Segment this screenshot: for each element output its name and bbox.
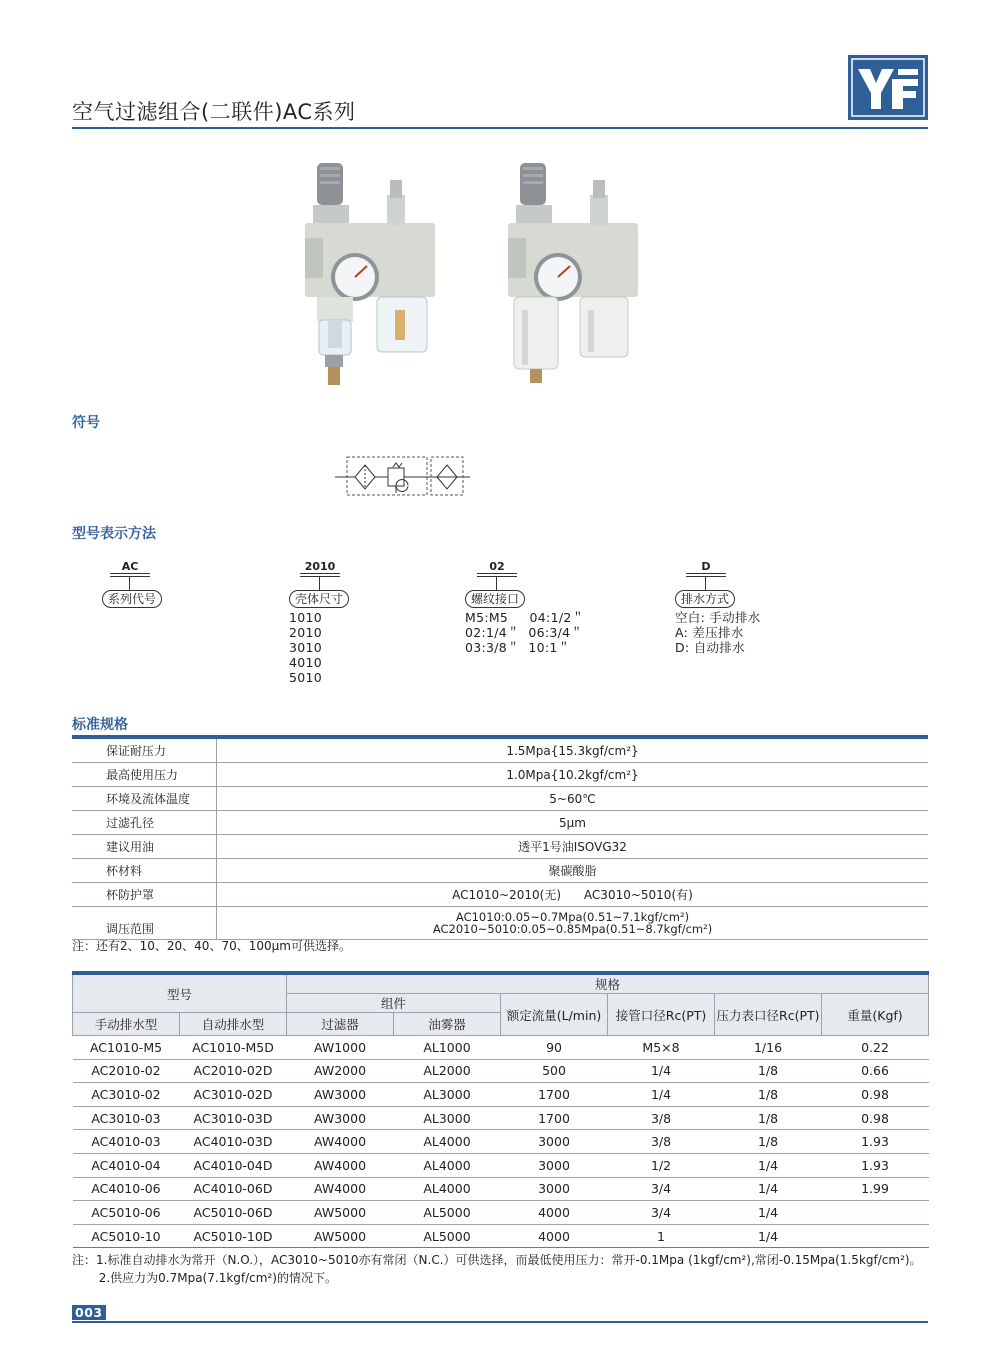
table-row: 杯材料 聚碳酸脂: [72, 859, 928, 883]
table-cell: 0.66: [822, 1059, 929, 1083]
table-row: 环境及流体温度 5~60℃: [72, 787, 928, 811]
table-row: [73, 1036, 929, 1060]
table-cell: 0.22: [822, 1036, 929, 1060]
table-row: 建议用油 透平1号油ISOVG32: [72, 835, 928, 859]
table-cell: AC5010-10D: [180, 1224, 287, 1248]
table-cell: AL5000: [394, 1201, 501, 1225]
table-cell: AC4010-03D: [180, 1130, 287, 1154]
table-cell: AC3010-02D: [180, 1083, 287, 1107]
table-cell: AC4010-03: [73, 1130, 180, 1154]
product-photo-clear-bowl: [295, 160, 445, 395]
header-lubricator: 油雾器: [394, 1013, 501, 1036]
header-model: 型号: [73, 973, 287, 1013]
table-cell: AL5000: [394, 1224, 501, 1248]
table-cell: AC3010-03D: [180, 1106, 287, 1130]
table-cell: 1: [608, 1224, 715, 1248]
table-cell: 1700: [501, 1106, 608, 1130]
code-label-drain: 排水方式: [675, 590, 735, 608]
table-cell: 4000: [501, 1201, 608, 1225]
spec-note: 注：还有2、10、20、40、70、100μm可供选择。: [72, 939, 351, 953]
table-cell: 1/4: [715, 1153, 822, 1177]
page-number: 003: [72, 1305, 106, 1320]
product-photo-metal-bowl: [500, 160, 650, 395]
table-cell: AW4000: [287, 1177, 394, 1201]
table-cell: [822, 1224, 929, 1248]
table-cell: AW2000: [287, 1059, 394, 1083]
table-cell: AL3000: [394, 1083, 501, 1107]
table-cell: AW1000: [287, 1036, 394, 1060]
table-cell: 3/4: [608, 1177, 715, 1201]
table-cell: AW4000: [287, 1130, 394, 1154]
model-spec-table: [72, 971, 929, 1248]
table-row: 杯防护罩 AC1010~2010(无) AC3010~5010(有): [72, 883, 928, 907]
table-cell: 1/4: [715, 1224, 822, 1248]
table-cell: AC2010-02D: [180, 1059, 287, 1083]
table-cell: AL3000: [394, 1106, 501, 1130]
table-row: [73, 1130, 929, 1154]
model-table-body: [73, 1036, 929, 1248]
table-cell: AC5010-06D: [180, 1201, 287, 1225]
header-weight: 重量(Kgf): [822, 994, 929, 1036]
table-cell: 500: [501, 1059, 608, 1083]
code-body-size: 2010: [304, 560, 336, 573]
table-cell: 0.98: [822, 1083, 929, 1107]
table-cell: 1/4: [608, 1059, 715, 1083]
model-table-note: 注：1.标准自动排水为常开（N.O.），AC3010~5010亦有常闭（N.C.）可供选择，而最低使用压力：常开-0.1Mpa (1kgf/cm²),常闭-0.15Mpa(1.5kgf/cm²)。 2.供应力为0.7Mpa(7.1kgf/cm²)的情况下。: [72, 1253, 922, 1285]
code-drain: D: [701, 560, 711, 573]
model-code-port: [465, 560, 585, 655]
header-auto: 自动排水型: [180, 1013, 287, 1036]
table-cell: AL2000: [394, 1059, 501, 1083]
code-series: AC: [121, 560, 139, 573]
table-row: 过滤孔径 5μm: [72, 811, 928, 835]
header-gauge: 压力表口径Rc(PT): [715, 994, 822, 1036]
table-cell: AW4000: [287, 1153, 394, 1177]
code-label-series: 系列代号: [102, 590, 162, 608]
pneumatic-symbol-diagram: [335, 455, 470, 500]
table-row: 调压范围 AC1010:0.05~0.7Mpa(0.51~7.1kgf/cm²) AC2010~5010:0.05~0.85Mpa(0.51~8.7kgf/cm²): [72, 907, 928, 940]
table-cell: 1/8: [715, 1106, 822, 1130]
brand-logo: [848, 55, 928, 120]
footer-divider: [72, 1321, 928, 1323]
table-cell: AC4010-06D: [180, 1177, 287, 1201]
table-cell: 1/4: [608, 1083, 715, 1107]
model-code-drain: [675, 560, 761, 655]
pressure-range-line-2: AC2010~5010:0.05~0.85Mpa(0.51~8.7kgf/cm²): [432, 922, 713, 936]
table-cell: 3/8: [608, 1106, 715, 1130]
table-row: [73, 1106, 929, 1130]
table-cell: 1.93: [822, 1130, 929, 1154]
table-cell: AC1010-M5: [73, 1036, 180, 1060]
header-port: 接管口径Rc(PT): [608, 994, 715, 1036]
table-row: [73, 1177, 929, 1201]
table-cell: 3000: [501, 1177, 608, 1201]
model-code-series: [110, 560, 162, 608]
table-cell: AC1010-M5D: [180, 1036, 287, 1060]
table-cell: 1.93: [822, 1153, 929, 1177]
table-row: [73, 1153, 929, 1177]
table-cell: 3/8: [608, 1130, 715, 1154]
header-component: 组件: [287, 994, 501, 1013]
table-cell: 1.99: [822, 1177, 929, 1201]
table-cell: 1/4: [715, 1177, 822, 1201]
header-flow: 额定流量(L/min): [501, 994, 608, 1036]
table-row: [73, 1059, 929, 1083]
header-divider: [72, 127, 928, 129]
pressure-range-line-1: AC1010:0.05~0.7Mpa(0.51~7.1kgf/cm²): [455, 910, 690, 924]
table-cell: AC2010-02: [73, 1059, 180, 1083]
table-cell: AL4000: [394, 1153, 501, 1177]
code-options-drain: 空白: 手动排水 A: 差压排水 D: 自动排水: [675, 610, 761, 655]
table-cell: AL4000: [394, 1177, 501, 1201]
table-cell: M5×8: [608, 1036, 715, 1060]
section-heading-standard-specs: 标准规格: [72, 717, 128, 733]
model-code-body-size: [289, 560, 349, 685]
table-cell: 1700: [501, 1083, 608, 1107]
header-filter: 过滤器: [287, 1013, 394, 1036]
table-cell: AW3000: [287, 1083, 394, 1107]
table-cell: AC5010-06: [73, 1201, 180, 1225]
table-row: [73, 1083, 929, 1107]
table-cell: AC5010-10: [73, 1224, 180, 1248]
table-row: 保证耐压力 1.5Mpa{15.3kgf/cm²}: [72, 737, 928, 763]
table-cell: AW3000: [287, 1106, 394, 1130]
table-cell: AL4000: [394, 1130, 501, 1154]
page-title: 空气过滤组合(二联件)AC系列: [72, 100, 356, 124]
code-label-port: 螺纹接口: [465, 590, 525, 608]
table-cell: 3/4: [608, 1201, 715, 1225]
table-cell: AW5000: [287, 1224, 394, 1248]
standard-spec-table: [72, 735, 928, 940]
code-options-port: M5:M5 04:1/2＂ 02:1/4＂ 06:3/4＂ 03:3/8＂ 10:1＂: [465, 610, 585, 655]
table-row: [73, 1201, 929, 1225]
table-row: [73, 1224, 929, 1248]
table-cell: AC4010-06: [73, 1177, 180, 1201]
table-cell: 1/8: [715, 1130, 822, 1154]
table-cell: 1/8: [715, 1083, 822, 1107]
table-cell: 0.98: [822, 1106, 929, 1130]
header-manual: 手动排水型: [73, 1013, 180, 1036]
table-cell: AW5000: [287, 1201, 394, 1225]
table-cell: 1/8: [715, 1059, 822, 1083]
table-cell: AC4010-04: [73, 1153, 180, 1177]
code-port: 02: [489, 560, 505, 573]
section-heading-model-code: 型号表示方法: [72, 526, 156, 542]
table-cell: 1/16: [715, 1036, 822, 1060]
code-label-body-size: 壳体尺寸: [289, 590, 349, 608]
table-cell: 3000: [501, 1130, 608, 1154]
table-cell: 3000: [501, 1153, 608, 1177]
table-cell: 4000: [501, 1224, 608, 1248]
table-cell: AC3010-02: [73, 1083, 180, 1107]
code-options-body-size: 1010 2010 3010 4010 5010: [289, 610, 323, 685]
table-cell: 90: [501, 1036, 608, 1060]
table-cell: AC4010-04D: [180, 1153, 287, 1177]
table-cell: 1/4: [715, 1201, 822, 1225]
section-heading-symbol: 符号: [72, 415, 100, 431]
table-cell: 1/2: [608, 1153, 715, 1177]
header-spec: 规格: [287, 973, 929, 994]
table-cell: AC3010-03: [73, 1106, 180, 1130]
table-cell: [822, 1201, 929, 1225]
table-cell: AL1000: [394, 1036, 501, 1060]
table-row: 最高使用压力 1.0Mpa{10.2kgf/cm²}: [72, 763, 928, 787]
